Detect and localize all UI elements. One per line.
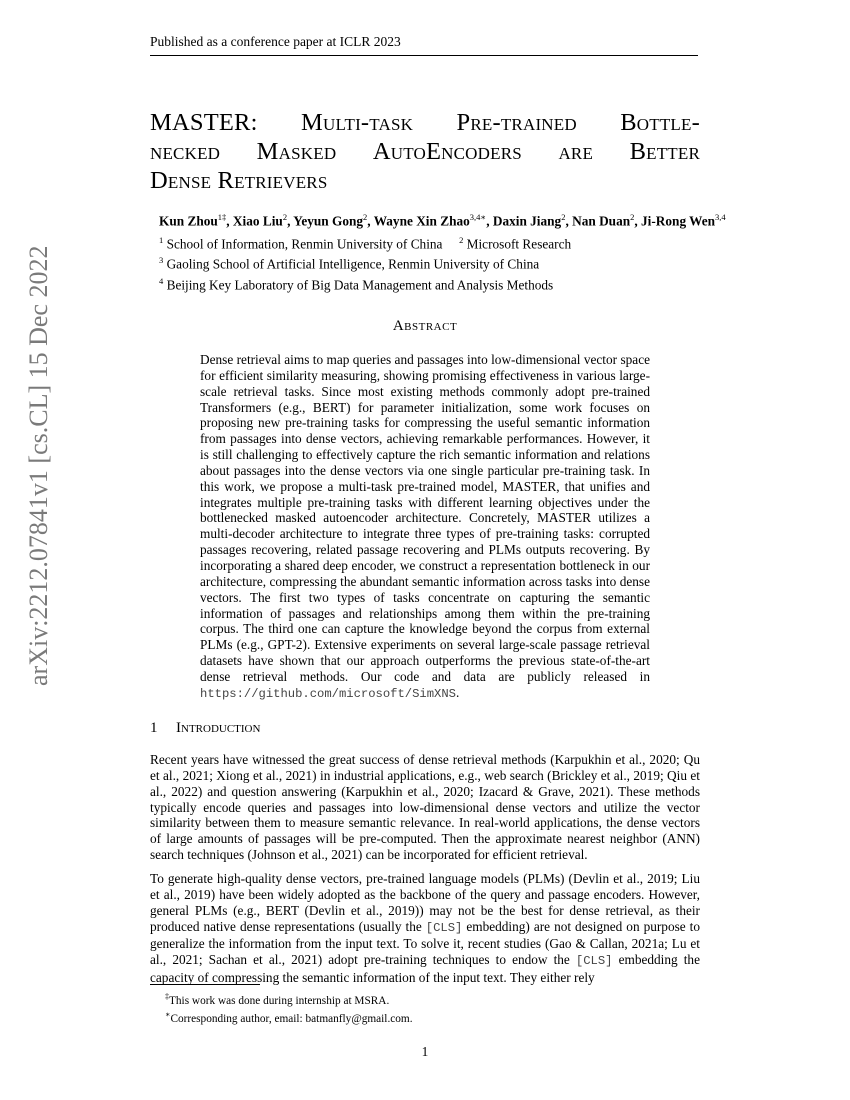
affiliation-line [159,252,571,272]
author-name: Wayne Xin Zhao [373,213,470,229]
author-name: Yeyun Gong [293,213,364,229]
arxiv-identifier[interactable]: arXiv:2212.07841v1 [cs.CL] 15 Dec 2022 [24,245,53,686]
paragraph-text: To generate high-quality dense vectors, pre-trained language models (PLMs) (Devlin et al., 2019; Liu et al., 2019) have been widely adopted as the backbone of the query and passage encoders. However, general PLMs (e.g., BERT (Devlin et al., 2019)) may not be the best for dense retrieval, as their produced native dense representations (usually the [150,871,700,934]
section-heading-introduction [150,720,260,737]
abstract-text: Dense retrieval aims to map queries and passages into low-dimensional vector space for efficient similarity measuring, showing promising effectiveness in various large-scale retrieval tasks. Since most existing methods commonly adopt pre-trained Transformers (e.g., BERT) for parameter initialization, some work focuses on proposing new pre-training tasks for compressing the useful semantic information from passages into dense vectors, achieving remarkable performances. However, it is still challenging to effectively capture the rich semantic information and relations about passages into the dense vectors via one single particular pre-training task. In this work, we propose a multi-task pre-trained model, MASTER, that unifies and integrates multiple pre-training tasks with different learning objectives under the bottlenecked masked autoencoder architecture. Concretely, MASTER utilizes a multi-decoder architecture to integrate three types of pre-training tasks: corrupted passages recovering, related passage recovering and PLMs outputs recovering. By incorporating a shared deep encoder, we construct a representation bottleneck in our architecture, compressing the abundant semantic information across tasks into dense vectors. The first two types of tasks concentrate on capturing the semantic information of passages and relationships among them within the pre-training corpus. The third one can capture the knowledge beyond the corpus from external PLMs (e.g., GPT-2). Extensive experiments on several large-scale passage retrieval datasets have shown that our approach outperforms the previous state-of-the-art dense retrieval methods. Our code and data are publicly released in [200,352,650,684]
footnote [165,1008,413,1026]
paragraph-text: embedding) are not designed on purpose to generalize the information from the input text. To solve it, recent studies (Gao & Callan, 2021a; Lu et al., 2021; Sachan et al., 2021) adopt pre-training techniques to endow the [150,918,701,968]
author-mark: 1‡ [217,212,227,222]
author-mark: 3,4∗ [469,212,487,222]
footnotes [165,990,413,1026]
title-word: necked [150,138,221,165]
footnote-mark: ‡ [165,992,169,1001]
footnote-text: This work was done during internship at MSRA. [169,994,390,1007]
title-word: AutoEncoders [372,138,522,165]
affiliation-mark: 4 [159,275,164,286]
title-word: Multi-task [301,109,414,136]
affiliation-line [159,232,571,252]
title-word: Dense [150,167,212,194]
abstract-heading: Abstract [392,318,458,334]
author-mark: 2 [363,212,368,222]
author-mark: 2 [630,212,635,222]
author-mark: 2 [561,212,566,222]
page-number: 1 [421,1044,429,1059]
title-word: are [558,138,594,165]
affiliation-mark: 1 [159,235,164,245]
abstract-body [200,352,650,703]
author-name: Daxin Jiang [492,213,562,229]
title-word: MASTER: [150,109,258,136]
affiliation-mark: 2 [459,235,464,245]
footnote-text: Corresponding author, email: batmanfly@gmail.com. [170,1012,413,1025]
affiliations [159,232,571,293]
author-name: Xiao Liu [232,213,283,229]
author-mark: 2 [282,212,288,222]
affiliation-mark: 3 [159,255,164,266]
author-name: Nan Duan [572,213,631,229]
abstract-end: . [455,684,460,700]
code-link[interactable]: https://github.com/microsoft/SimXNS [200,686,456,701]
footnote-mark: ∗ [165,1009,171,1019]
author-mark: 3,4 [715,212,726,222]
footnote [165,990,413,1008]
affiliation-text: School of Information, Renmin University of China [166,236,443,252]
intro-paragraph-1: Recent years have witnessed the great success of dense retrieval methods (Karpukhin et al., 2020; Qu et al., 2021; Xiong et al., 2021) in industrial applications, e.g., web search (Brickley et al., 2019; Qiu et al., 2022) and question answering (Karpukhin et al., 2020; Izacard & Grave, 2021). These methods typically encode queries and passages into low-dimensional dense vectors and utilize the vector similarity between them to measure semantic relevance. In real-world applications, the dense vectors of large amounts of passages will be pre-computed. Then the approximate nearest neighbor (ANN) search techniques (Johnson et al., 2021) can be incorporated for efficient retrieval. [150,752,700,863]
paragraph-text: embedding the capacity of compressing the semantic information of the input text. They either rely [150,952,700,986]
author-list: Kun Zhou$^{1\ddagger}$, Xiao Liu$^2$, Yeyun Gong$^2$, Wayne Xin Zhao$^{3,4∗}$, Daxin Jiang$^2$, Nan Duan$^2$, Ji-Rong Wen$^{3,4}$ [159,212,726,229]
affiliation-text: Beijing Key Laboratory of Big Data Management and Analysis Methods [166,277,554,293]
paper-title [150,108,700,195]
conference-header: Published as a conference paper at ICLR 2023 [150,34,401,49]
title-word: Masked [256,138,337,165]
author-name: Ji-Rong Wen [641,213,716,229]
title-word: Pre-trained [456,109,577,136]
affiliation-line [159,273,571,293]
section-number: 1 [150,720,158,736]
affiliation-text: Microsoft Research [466,236,572,252]
section-title: Introduction [176,720,261,736]
footnote-rule [150,984,260,985]
affiliation-text: Gaoling School of Artificial Intelligence, Renmin University of China [166,256,540,272]
title-word: Retrievers [217,167,328,194]
intro-paragraph-2 [150,871,700,986]
title-word: Better [629,138,700,165]
header-rule [150,55,698,56]
cls-token: [CLS] [575,954,613,969]
cls-token: [CLS] [425,920,463,935]
author-name: Kun Zhou [159,213,218,229]
title-word: Bottle- [620,109,700,136]
